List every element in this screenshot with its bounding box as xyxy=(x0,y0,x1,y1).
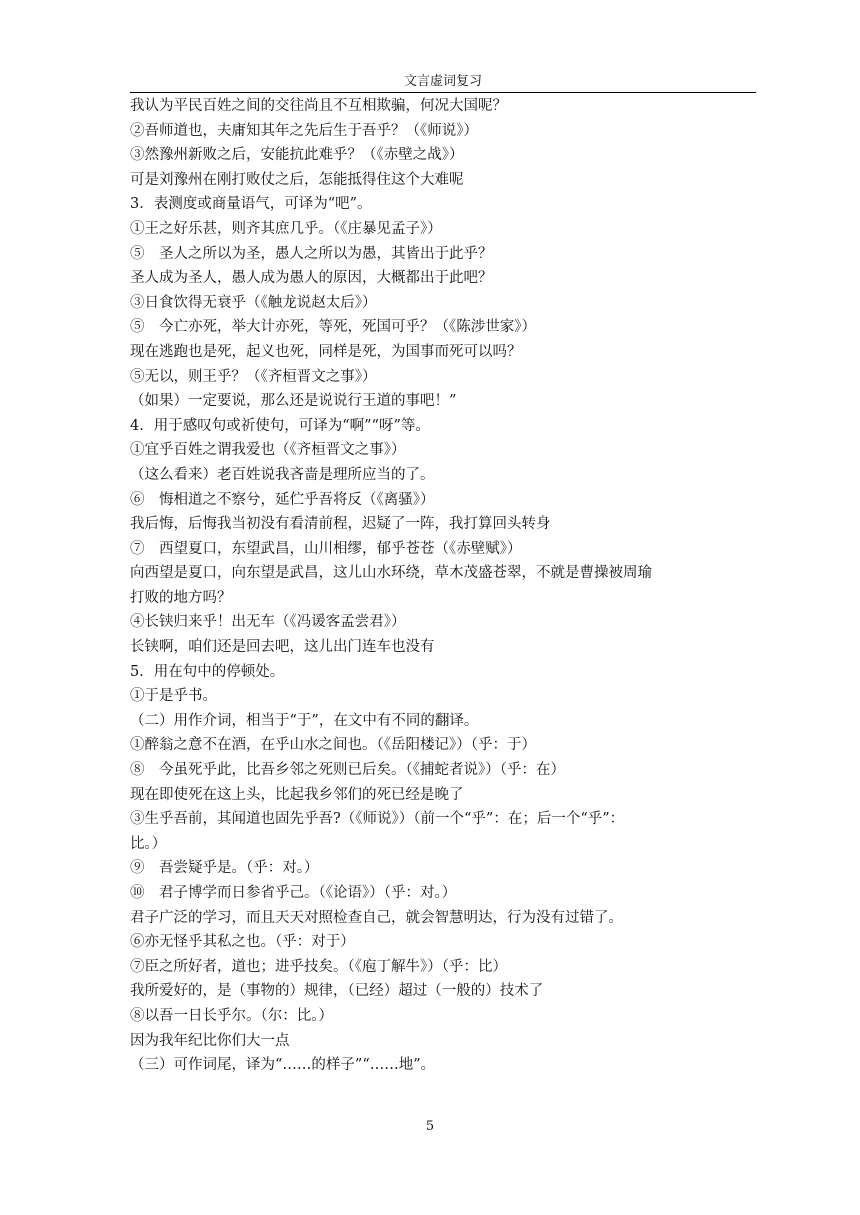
text-line: ⑨ 吾尝疑乎是。（乎：对。） xyxy=(130,860,319,877)
text-line: ③日食饮得无衰乎（《触龙说赵太后》） xyxy=(130,294,377,311)
page-number: 5 xyxy=(425,1119,435,1134)
text-line: 长铗啊，咱们还是回去吧，这儿出门连车也没有 xyxy=(130,639,435,656)
text-line: ⑤ 今亡亦死，举大计亦死，等死，死国可乎？（《陈涉世家》） xyxy=(130,319,536,336)
text-line: 打败的地方吗？ xyxy=(130,589,232,606)
text-line: （这么看来）老百姓说我吝啬是理所应当的了。 xyxy=(130,466,435,483)
text-line: （如果）一定要说，那么还是说说行王道的事吧！” xyxy=(130,393,457,410)
text-line: ⑤ 圣人之所以为圣，愚人之所以为愚，其皆出于此乎？ xyxy=(130,245,493,262)
text-line: 我后悔，后悔我当初没有看清前程，迟疑了一阵，我打算回头转身 xyxy=(130,516,551,533)
page-header xyxy=(130,72,756,93)
text-line: ②吾师道也，夫庸知其年之先后生于吾乎？（《师说》） xyxy=(130,122,478,139)
text-line: 3．表测度或商量语气，可译为“吧”。 xyxy=(130,196,372,213)
document-body xyxy=(130,94,770,1078)
text-line: ⑥亦无怪乎其私之也。（乎：对于） xyxy=(130,934,355,951)
text-line: ①醉翁之意不在酒，在乎山水之间也。（《岳阳楼记》）（乎：于） xyxy=(130,737,536,754)
text-line: 4．用于感叹句或祈使句，可译为“啊”“呀”等。 xyxy=(130,417,430,434)
text-line: 现在逃跑也是死，起义也死，同样是死，为国事而死可以吗？ xyxy=(130,343,522,360)
text-line: ⑧ 今虽死乎此，比吾乡邻之死则已后矣。（《捕蛇者说》）（乎：在） xyxy=(130,762,565,779)
text-line: ③生乎吾前，其闻道也固先乎吾?（《师说》）（前一个“乎”：在；后一个“乎”： xyxy=(130,811,625,828)
text-line: （二）用作介词，相当于“于”，在文中有不同的翻译。 xyxy=(130,712,479,729)
text-line: 比。） xyxy=(130,835,167,852)
text-line: ⑤无以，则王乎？（《齐桓晋文之事》） xyxy=(130,368,377,385)
text-line: 君子广泛的学习，而且天天对照检查自己，就会智慧明达，行为没有过错了。 xyxy=(130,909,623,926)
text-line: 圣人成为圣人，愚人成为愚人的原因，大概都出于此吧？ xyxy=(130,270,493,287)
text-line: ①宜乎百姓之谓我爱也（《齐桓晋文之事》） xyxy=(130,442,406,459)
text-line: 我认为平民百姓之间的交往尚且不互相欺骗，何况大国呢？ xyxy=(130,98,507,114)
text-line: ③然豫州新败之后，安能抗此难乎？（《赤壁之战》） xyxy=(130,147,464,164)
text-line: ④长铗归来乎！出无车（《冯谖客孟尝君》） xyxy=(130,614,406,631)
text-line: 向西望是夏口，向东望是武昌，这儿山水环绕，草木茂盛苍翠，不就是曹操被周瑜 xyxy=(130,565,652,582)
text-line: ⑩ 君子博学而日参省乎己。（《论语》）（乎：对。） xyxy=(130,885,457,901)
text-line: 现在即使死在这上头，比起我乡邻们的死已经是晚了 xyxy=(130,786,464,803)
text-line: ①王之好乐甚，则齐其庶几乎。（《庄暴见孟子》） xyxy=(130,220,442,237)
text-line: ⑦臣之所好者，道也；进乎技矣。（《庖丁解牛》）（乎：比） xyxy=(130,958,507,975)
text-line: ①于是乎书。 xyxy=(130,688,217,705)
text-line: 5．用在句中的停顿处。 xyxy=(130,663,285,680)
text-line: ⑥ 悔相道之不察兮，延伫乎吾将反（《离骚》） xyxy=(130,491,435,508)
text-line: 因为我年纪比你们大一点 xyxy=(130,1032,290,1049)
text-line: 可是刘豫州在刚打败仗之后，怎能抵得住这个大难呢 xyxy=(130,171,464,188)
text-line: 我所爱好的，是（事物的）规律，（已经）超过（一般的）技术了 xyxy=(130,983,544,1000)
text-line: ⑦ 西望夏口，东望武昌，山川相缪，郁乎苍苍（《赤壁赋》） xyxy=(130,540,522,557)
text-line: ⑧以吾一日长乎尔。（尔：比。） xyxy=(130,1007,333,1024)
header-title: 文言虚词复习 xyxy=(403,74,482,89)
text-line: （三）可作词尾，译为“……的样子”“……地”。 xyxy=(130,1057,436,1074)
